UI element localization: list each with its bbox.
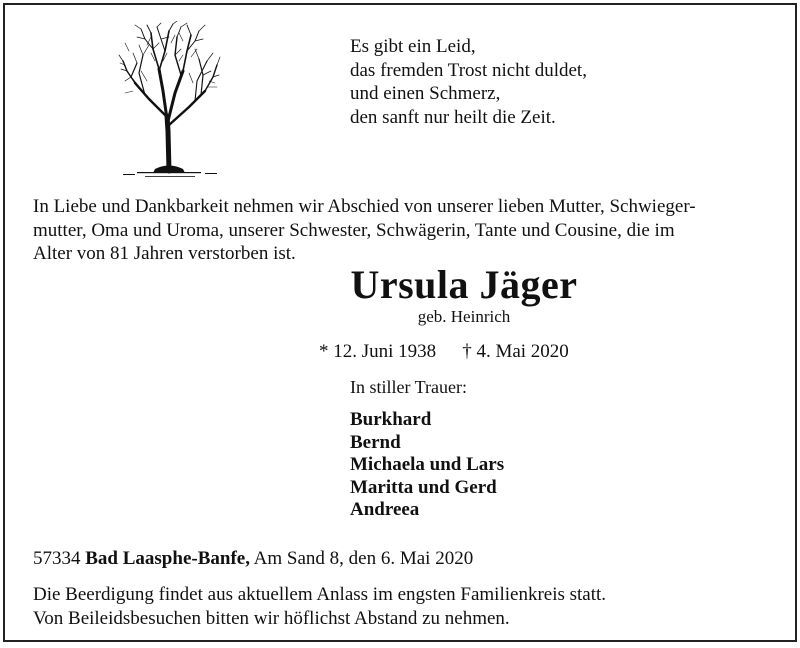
intro-line: mutter, Oma und Uroma, unserer Schwester, Schwägerin, Tante und Cousine, die im	[33, 219, 675, 241]
poem-line: den sanft nur heilt die Zeit.	[350, 106, 556, 128]
deceased-name: Ursula Jäger	[350, 262, 578, 307]
mourner-name: Maritta und Gerd	[350, 476, 497, 498]
intro-line: In Liebe und Dankbarkeit nehmen wir Abschied von unserer lieben Mutter, Schwieger-	[33, 196, 696, 217]
poem-line: das fremden Trost nicht duldet,	[350, 59, 587, 81]
city: Bad Laasphe-Banfe,	[85, 548, 250, 569]
mourning-heading: In stiller Trauer:	[350, 377, 467, 397]
notice-line: Von Beileidsbesuchen bitten wir höflichst Abstand zu nehmen.	[33, 607, 510, 629]
maiden-name: geb. Heinrich	[417, 307, 511, 326]
mourner-name: Andreea	[350, 499, 420, 520]
mourner-name: Michaela und Lars	[350, 454, 505, 475]
address-details: Am Sand 8, den 6. Mai 2020	[253, 548, 474, 569]
funeral-notice	[33, 583, 606, 630]
intro-line: Alter von 81 Jahren verstorben ist.	[33, 243, 296, 264]
mourner-name: Burkhard	[350, 409, 432, 430]
tree-icon	[117, 21, 221, 179]
postcode: 57334	[33, 548, 81, 569]
poem	[350, 35, 587, 129]
mourner-list	[350, 409, 504, 522]
life-dates	[319, 341, 569, 363]
notice-line: Die Beerdigung findet aus aktuellem Anlass im engsten Familienkreis statt.	[33, 584, 607, 605]
mourner-name: Bernd	[350, 431, 401, 453]
address-line	[33, 548, 473, 570]
poem-line: und einen Schmerz,	[350, 83, 501, 104]
death-date: † 4. Mai 2020	[462, 341, 569, 362]
birth-date: * 12. Juni 1938	[319, 341, 437, 362]
intro-text	[33, 195, 773, 266]
obituary-card	[3, 3, 797, 642]
poem-line: Es gibt ein Leid,	[350, 36, 476, 57]
